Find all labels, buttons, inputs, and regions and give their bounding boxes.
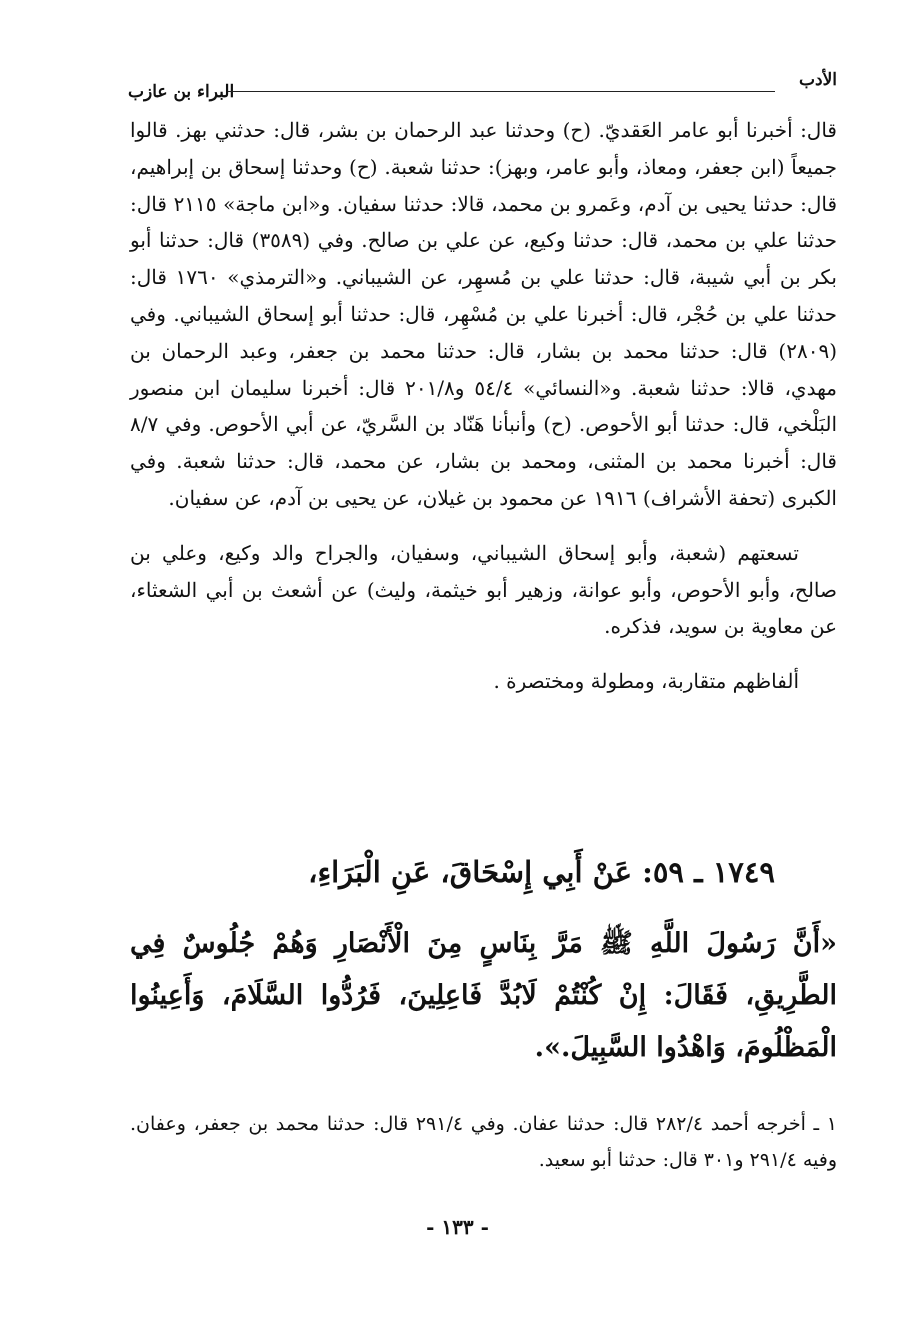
wording-note: ألفاظهم متقاربة، ومطولة ومختصرة . [493, 669, 799, 694]
narrators-paragraph: تسعتهم (شعبة، وأبو إسحاق الشيباني، وسفيان، والجراح والد وكيع، وعلي بن صالح، وأبو الأحوص، وأبو عوانة، وزهير أبو خيثمة، وليث) عن أشعث بن أبي الشعثاء، عن معاوية بن سويد، فذكره. [130, 540, 837, 639]
footnote: ١ ـ أخرجه أحمد ٢٨٢/٤ قال: حدثنا عفان. وفي ٢٩١/٤ قال: حدثنا محمد بن جعفر، وعفان. وفيه ٢٩١/٤ و٣٠١ قال: حدثنا أبو سعيد. [130, 1113, 837, 1171]
header-rule [228, 91, 775, 92]
body-text [130, 112, 837, 700]
hadith-heading: ١٧٤٩ ـ ٥٩: عَنْ أَبِي إِسْحَاقَ، عَنِ الْبَرَاءِ، [308, 855, 775, 889]
page-number: - ١٣٣ - [426, 1215, 489, 1239]
section-title: البراء بن عازب [128, 82, 235, 102]
hadith-text: «أَنَّ رَسُولَ اللَّهِ ﷺ مَرَّ بِنَاسٍ مِنَ الْأَنْصَارِ وَهُمْ جُلُوسٌ فِي الطَّرِيقِ، فَقَالَ: إِنْ كُنْتُمْ لَابُدَّ فَاعِلِينَ، فَرُدُّوا السَّلَامَ، وَأَعِينُوا الْمَظْلُومَ، وَاهْدُوا السَّبِيلَ.». [130, 928, 837, 1063]
chapter-title: الأدب [799, 70, 837, 90]
takhrij-paragraph: قال: أخبرنا أبو عامر العَقديّ. (ح) وحدثنا عبد الرحمان بن بشر، قال: حدثني بهز. قالوا جميعاً (ابن جعفر، ومعاذ، وأبو عامر، وبهز): حدثنا شعبة. (ح) وحدثنا إسحاق بن إبراهيم، قال: حدثنا يحيى بن آدم، وعَمرو بن محمد، قالا: حدثنا سفيان. و«ابن ماجة» ٢١١٥ قال: حدثنا علي بن محمد، قال: حدثنا وكيع، عن علي بن صالح. وفي (٣٥٨٩) قال: حدثنا أبو بكر بن أبي شيبة، قال: حدثنا علي بن مُسهِر، عن الشيباني. و«الترمذي» ١٧٦٠ قال: حدثنا علي بن حُجْر، قال: أخبرنا علي بن مُسْهِر، قال: حدثنا أبو إسحاق الشيباني. وفي (٢٨٠٩) قال: حدثنا محمد بن بشار، قال: حدثنا محمد بن جعفر، وعبد الرحمان بن مهدي، قالا: حدثنا شعبة. و«النسائي» ٥٤/٤ و٢٠١/٨ قال: أخبرنا سليمان ابن منصور البَلْخي، قال: حدثنا أبو الأحوص. (ح) وأنبأنا هَنّاد بن السَّريّ، عن أبي الأحوص. وفي ٨/٧ قال: أخبرنا محمد بن المثنى، ومحمد بن بشار، عن محمد، قال: حدثنا شعبة. وفي الكبرى (تحفة الأشراف) ١٩١٦ عن محمود بن غيلان، عن يحيى بن آدم، عن سفيان. [130, 118, 838, 510]
running-header [128, 70, 837, 110]
